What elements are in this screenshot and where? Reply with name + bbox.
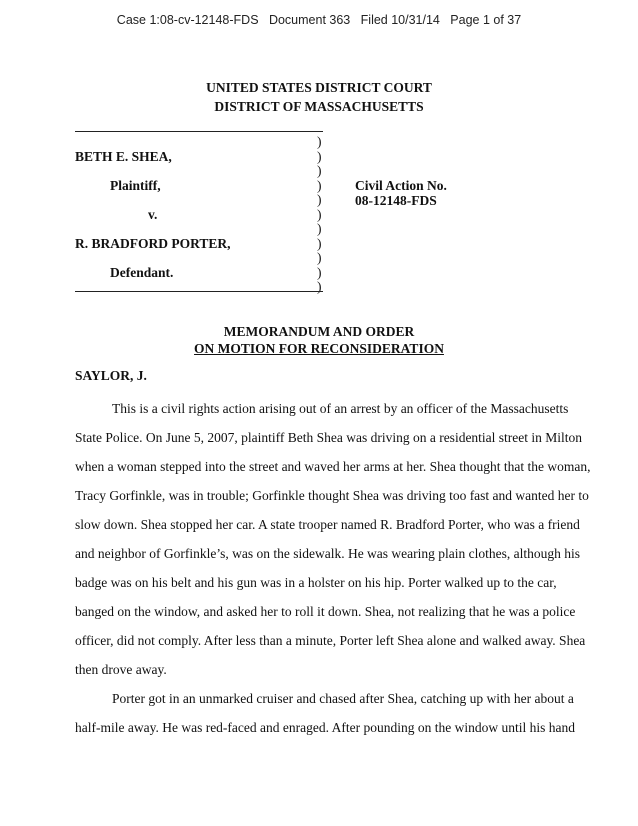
paren: ) — [317, 221, 322, 236]
paren: ) — [317, 163, 322, 178]
body-line: and neighbor of Gorfinkle’s, was on the sidewalk. He was wearing plain clothes, although his — [75, 546, 581, 561]
paren: ) — [317, 134, 322, 149]
title-line-2: ON MOTION FOR RECONSIDERATION — [194, 341, 444, 356]
paren: ) — [317, 264, 322, 280]
ecf-header: Case 1:08-cv-12148-FDS Document 363 Filed 10/31/14 Page 1 of 37 — [116, 13, 522, 27]
case-number: 08-12148-FDS — [355, 193, 437, 208]
body-line: then drove away. — [75, 662, 167, 677]
defendant-name: R. BRADFORD PORTER, — [75, 236, 231, 251]
paren: ) — [317, 279, 322, 294]
body-line: slow down. Shea stopped her car. A state trooper named R. Bradford Porter, who was a friend — [75, 517, 580, 532]
plaintiff-name: BETH E. SHEA, — [75, 149, 172, 164]
body-line: banged on the window, and asked her to roll it down. Shea, not realizing that he was a police — [75, 604, 576, 619]
court-district: DISTRICT OF MASSACHUSETTS — [214, 99, 424, 114]
paren: ) — [317, 235, 322, 251]
body-line: Porter got in an unmarked cruiser and chased after Shea, catching up with her about a — [112, 691, 574, 706]
versus: v. — [148, 207, 158, 222]
paren: ) — [317, 148, 322, 164]
body-line: State Police. On June 5, 2007, plaintiff Beth Shea was driving on a residential street in Milton — [75, 430, 583, 445]
body-line: Tracy Gorfinkle, was in trouble; Gorfinkle thought Shea was driving too fast and wanted her to — [75, 488, 589, 503]
body-line: when a woman stepped into the street and waved her arms at her. Shea thought that the woman, — [75, 459, 591, 474]
opinion-body — [75, 0, 591, 826]
plaintiff-role: Plaintiff, — [110, 178, 161, 193]
paren: ) — [317, 206, 322, 222]
defendant-role: Defendant. — [110, 265, 174, 280]
court-name: UNITED STATES DISTRICT COURT — [206, 80, 432, 95]
body-line: This is a civil rights action arising out of an arrest by an officer of the Massachusetts — [112, 401, 569, 416]
civil-action-label: Civil Action No. — [355, 178, 447, 193]
body-line: badge was on his belt and his gun was in a holster on his hip. Porter walked up to the car, — [75, 575, 557, 590]
paren: ) — [317, 192, 322, 207]
body-line: officer, did not comply. After less than a minute, Porter left Shea alone and walked away. Shea — [75, 633, 586, 648]
paren: ) — [317, 250, 322, 265]
judge-name: SAYLOR, J. — [75, 368, 147, 383]
paren: ) — [317, 177, 322, 193]
body-line: half-mile away. He was red-faced and enraged. After pounding on the window until his hand — [75, 720, 575, 735]
title-line-1: MEMORANDUM AND ORDER — [223, 324, 415, 339]
